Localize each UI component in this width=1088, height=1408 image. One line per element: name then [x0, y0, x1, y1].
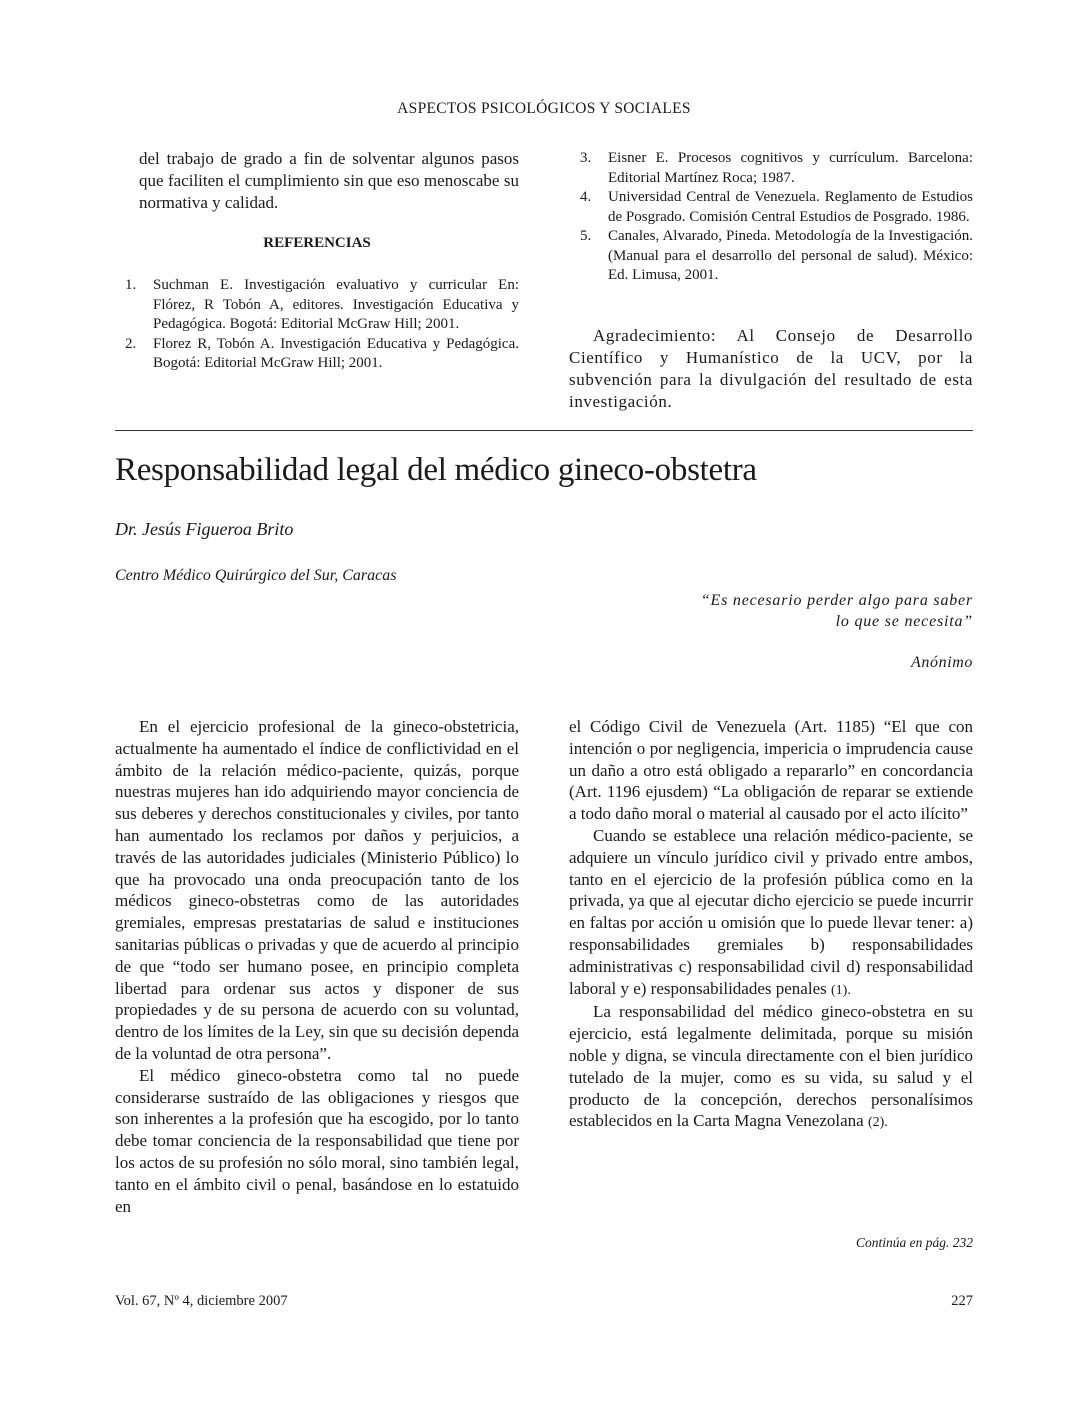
- reference-text: Suchman E. Investigación evaluativo y curricular En: Flórez, R Tobón A, editores. Investigación Educativa y Pedagógica. Bogotá: Editorial McGraw Hill; 2001.: [153, 277, 519, 332]
- article-affiliation: Centro Médico Quirúrgico del Sur, Caracas: [115, 567, 397, 584]
- reference-item: [570, 227, 973, 286]
- epigraph-line: lo que se necesita”: [835, 613, 973, 630]
- body-text: La responsabilidad del médico gineco-obstetra en su ejercicio, está legalmente delimitada, porque su misión noble y digna, se vincula directamente con el bien jurídico tutelado de la mujer, como es su vida, su salud y el producto de la concepción, derechos personalísimos establecidos en la Carta Magna Venezolana: [569, 1002, 973, 1131]
- body-paragraph: [569, 1001, 973, 1134]
- epigraph-author: Anónimo: [911, 654, 973, 671]
- reference-number: 5.: [580, 228, 592, 244]
- reference-item: [115, 276, 519, 335]
- reference-text: Florez R, Tobón A. Investigación Educativa y Pedagógica. Bogotá: Editorial McGraw Hill; 2001.: [153, 335, 519, 371]
- reference-number: 2.: [125, 335, 137, 352]
- references-list-left: [115, 276, 519, 374]
- body-paragraph: En el ejercicio profesional de la gineco-obstetricia, actualmente ha aumentado el índice de conflictividad en el ámbito de la relación médico-paciente, quizás, porque nuestras mujeres han ido adquiriendo mayor conciencia de sus deberes y derechos constitucionales y civiles, por tanto han aumentado los reclamos por daños y perjuicios, a través de las autoridades judiciales (Ministerio Público) lo que ha provocado una onda preocupación tanto de los médicos gineco-obstetras como de las autoridades gremiales, empresas prestatarias de salud e instituciones sanitarias públicas o privadas y que de acuerdo al principio de que “todo ser humano posee, en principio completa libertad para ordenar sus actos y disponer de sus propiedades y de su persona de acuerdo con su voluntad, dentro de los límites de la Ley, sin que su decisión dependa de la voluntad de otra persona”.: [115, 717, 519, 1063]
- running-head: ASPECTOS PSICOLÓGICOS Y SOCIALES: [397, 100, 691, 117]
- references-list-right: [570, 149, 973, 286]
- reference-text: Canales, Alvarado, Pineda. Metodología de la Investigación. (Manual para el desarrollo del personal de salud). México: Ed. Limusa, 2001.: [608, 228, 973, 283]
- reference-number: 4.: [580, 189, 592, 205]
- citation: (2).: [867, 1115, 888, 1131]
- article-author: Dr. Jesús Figueroa Brito: [115, 519, 294, 539]
- reference-text: Eisner E. Procesos cognitivos y currículum. Barcelona: Editorial Martínez Roca; 1987.: [608, 150, 973, 186]
- epigraph: [600, 590, 973, 632]
- section-divider: [115, 430, 973, 431]
- footer-volume: Vol. 67, Nº 4, diciembre 2007: [115, 1293, 288, 1309]
- reference-item: [570, 149, 973, 188]
- acknowledgement: Agradecimiento: Al Consejo de Desarrollo Científico y Humanístico de la UCV, por la subvención para la divulgación del resultado de esta investigación.: [569, 326, 973, 411]
- citation: (1).: [831, 982, 851, 998]
- reference-number: 3.: [580, 150, 592, 166]
- body-paragraph: el Código Civil de Venezuela (Art. 1185) “El que con intención o por negligencia, impericia o imprudencia cause un daño a otro está obligado a repararlo” en concordancia (Art. 1196 ejusdem) “La obligación de reparar se extiende a todo daño moral o material al causado por el acto ilícito”: [569, 717, 973, 824]
- reference-text: Universidad Central de Venezuela. Reglamento de Estudios de Posgrado. Comisión Central Estudios de Posgrado. 1986.: [608, 189, 973, 225]
- page-number: 227: [951, 1293, 973, 1309]
- epigraph-line: “Es necesario perder algo para saber: [700, 592, 973, 609]
- continued-note: Continúa en pág. 232: [856, 1235, 973, 1250]
- body-paragraph: [569, 825, 973, 1001]
- top-left-paragraph: del trabajo de grado a fin de solventar algunos pasos que faciliten el cumplimiento sin que eso menoscabe su normativa y calidad.: [139, 149, 519, 212]
- body-column-left: [115, 716, 519, 1217]
- body-text: Cuando se establece una relación médico-paciente, se adquiere un vínculo jurídico civil y privado entre ambos, tanto en el ejercicio de la profesión pública como en la privada, ya que al ejecutar dicho ejercicio se puede incurrir en faltas por acción u omisión que lo puede llevar tener: a) responsabilidades gremiales b) responsabilidades administrativas c) responsabilidad civil d) responsabilidad laboral y e) responsabilidades penales: [569, 825, 973, 998]
- body-paragraph: El médico gineco-obstetra como tal no puede considerarse sustraído de las obligaciones y riesgos que son inherentes a la profesión que ha escogido, por lo tanto debe tomar conciencia de la responsabilidad que tiene por los actos de su profesión no sólo moral, sino también legal, tanto en el ámbito civil o penal, basándose en lo estatuido en: [115, 1065, 519, 1216]
- reference-item: [115, 335, 519, 374]
- body-column-right: [569, 716, 973, 1134]
- reference-number: 1.: [125, 277, 137, 293]
- article-title: Responsabilidad legal del médico gineco-obstetra: [115, 452, 757, 488]
- reference-item: [570, 188, 973, 227]
- references-heading: REFERENCIAS: [263, 235, 371, 251]
